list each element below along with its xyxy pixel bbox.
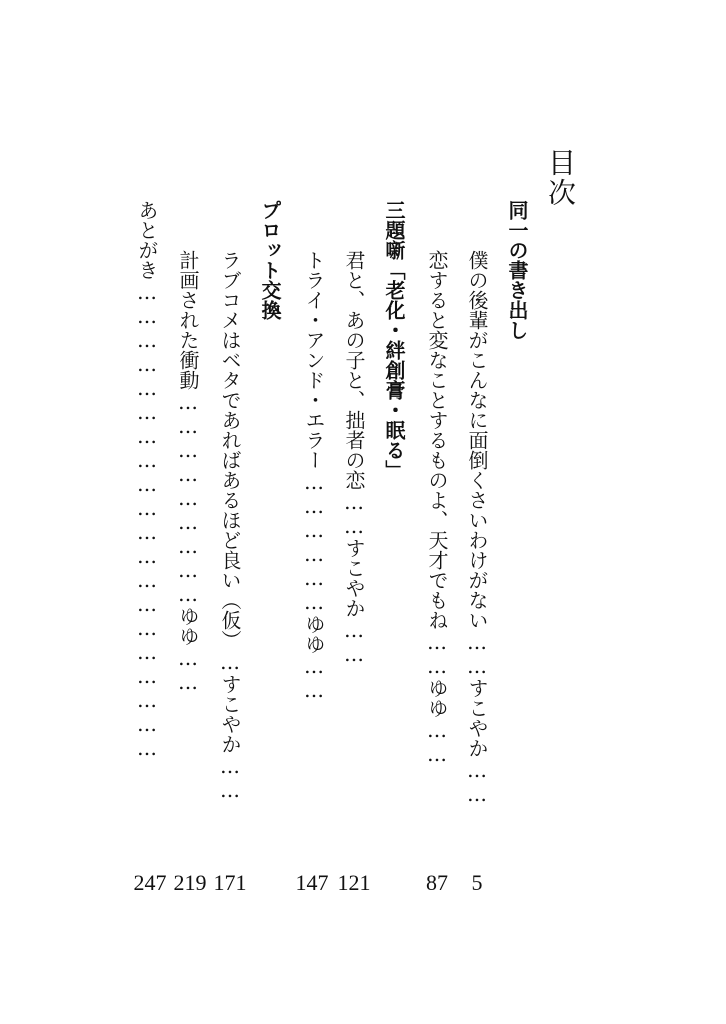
page-title: 目次 <box>544 148 577 208</box>
entry-author: すこやか <box>465 678 489 758</box>
section-heading-3: プロット交換 <box>258 200 282 320</box>
entry-author: ゆゆ <box>176 606 200 646</box>
entry-author: ゆゆ <box>302 614 326 654</box>
leader-dots: …… <box>176 646 200 694</box>
leader-dots: …… <box>425 718 449 766</box>
leader-dots: …… <box>218 754 242 802</box>
leader-dots: …… <box>465 630 489 678</box>
entry-title: ラブコメはベタであればあるほど良い（仮） <box>218 250 242 650</box>
leader-dots: …… <box>342 618 366 666</box>
leader-dots: …… <box>302 654 326 702</box>
leader-dots: ……………………… <box>176 390 200 606</box>
toc-entry-5[interactable] <box>220 250 240 802</box>
entry-author: すこやか <box>218 674 242 754</box>
page-number: 147 <box>295 870 329 895</box>
toc-entry-6[interactable] <box>178 250 198 694</box>
page-number: 5 <box>471 870 483 895</box>
entry-author: ゆゆ <box>425 678 449 718</box>
entry-title: 計画された衝動 <box>176 250 200 390</box>
leader-dots: …… <box>342 490 366 538</box>
page-number: 87 <box>426 870 448 895</box>
leader-dots: …… <box>425 630 449 678</box>
page-number: 121 <box>337 870 371 895</box>
toc-entry-2[interactable] <box>427 250 447 766</box>
page-number: 219 <box>173 870 207 895</box>
leader-dots: ……………… <box>302 470 326 614</box>
leader-dots: … <box>218 650 242 674</box>
section-heading-1: 同一の書き出し <box>505 200 529 340</box>
section-heading-2: 三題噺「老化・絆創膏・眠る」 <box>382 200 406 480</box>
toc-entry-4[interactable] <box>304 250 324 702</box>
entry-author: すこやか <box>342 538 366 618</box>
entry-title: 恋すると変なことするものよ、天才でもね <box>425 250 449 630</box>
toc-entry-1[interactable] <box>467 250 487 806</box>
page-number: 171 <box>213 870 247 895</box>
entry-title: あとがき <box>135 200 159 280</box>
page-number: 247 <box>133 870 167 895</box>
entry-title: 僕の後輩がこんなに面倒くさいわけがない <box>465 250 489 630</box>
entry-title: 君と、あの子と、拙者の恋 <box>342 250 366 490</box>
toc-entry-3[interactable] <box>344 250 364 666</box>
leader-dots: …… <box>465 758 489 806</box>
toc-entry-afterword[interactable] <box>137 200 157 760</box>
entry-title: トライ・アンド・エラー <box>302 250 326 470</box>
leader-dots: …………………………………………………… <box>135 280 159 760</box>
